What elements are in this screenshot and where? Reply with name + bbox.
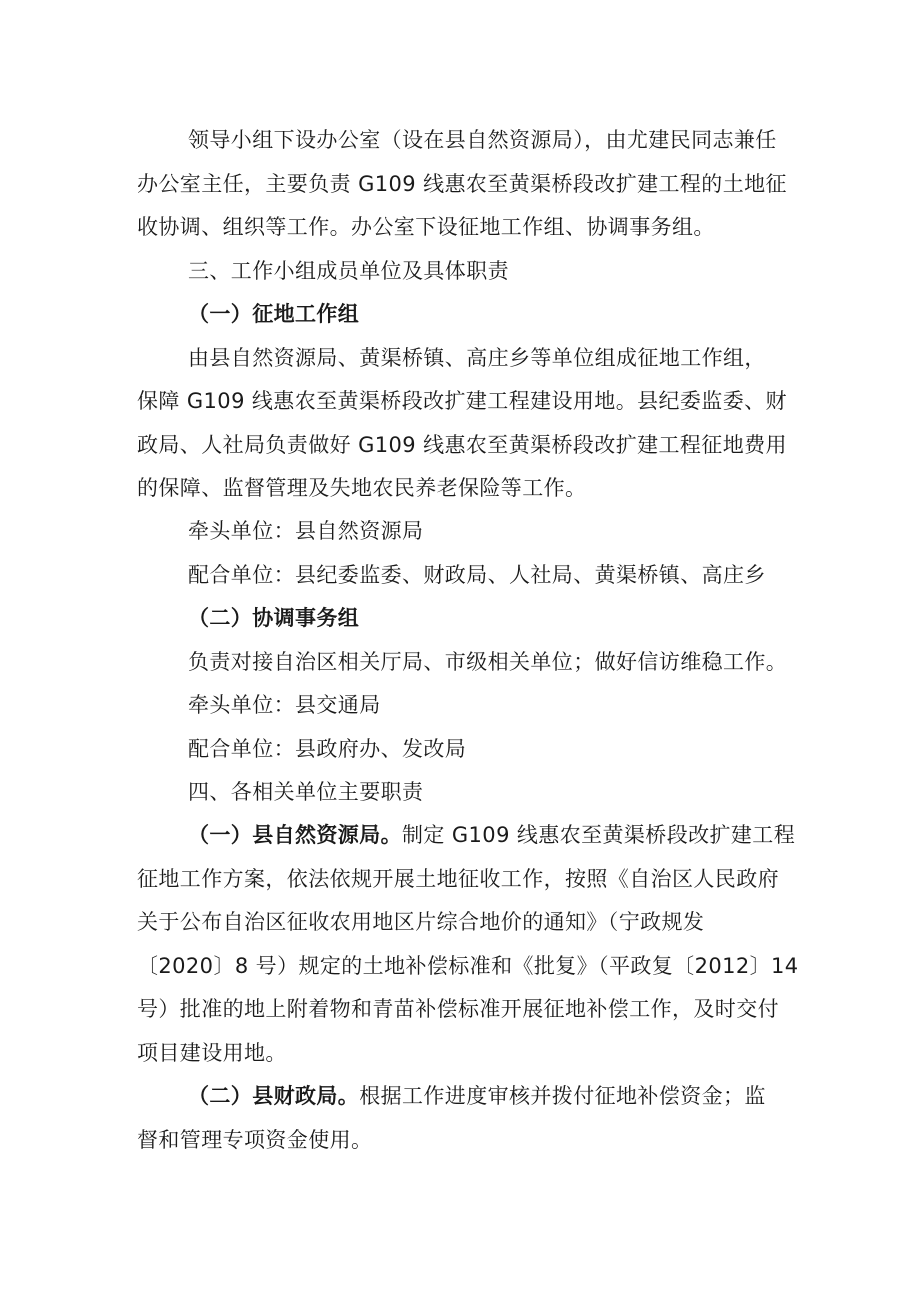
sub1-line-2: 保障 G109 线惠农至黄渠桥段改扩建工程建设用地。县纪委监委、财 xyxy=(137,389,787,413)
sub1-line-4: 的保障、监督管理及失地农民养老保险等工作。 xyxy=(137,476,587,500)
duty2-line-2: 督和管理专项资金使用。 xyxy=(137,1128,373,1152)
sub2-heading: （二）协调事务组 xyxy=(188,606,360,630)
sub1-lead-unit: 牵头单位：县自然资源局 xyxy=(188,519,424,543)
sub2-coop-units: 配合单位：县政府办、发改局 xyxy=(188,737,467,761)
duty1-line-3: 关于公布自治区征收农用地区片综合地价的通知》（宁政规发 xyxy=(137,910,705,934)
duty1-line-4: 〔2020〕8 号）规定的土地补偿标准和《批复》（平政复〔2012〕14 xyxy=(137,954,799,978)
duty1-line-1 xyxy=(188,820,795,850)
duty1-text: 制定 G109 线惠农至黄渠桥段改扩建工程 xyxy=(402,823,796,847)
duty1-line-5: 号）批准的地上附着物和青苗补偿标准开展征地补偿工作，及时交付 xyxy=(137,997,779,1021)
section3-heading: 三、工作小组成员单位及具体职责 xyxy=(188,259,509,283)
duty2-line-1 xyxy=(188,1081,766,1111)
para1-line-3: 收协调、组织等工作。办公室下设征地工作组、协调事务组。 xyxy=(137,215,715,239)
section4-heading: 四、各相关单位主要职责 xyxy=(188,780,424,804)
sub1-heading: （一）征地工作组 xyxy=(188,302,360,326)
sub2-line-1: 负责对接自治区相关厅局、市级相关单位；做好信访维稳工作。 xyxy=(188,650,788,674)
sub1-line-3: 政局、人社局负责做好 G109 线惠农至黄渠桥段改扩建工程征地费用 xyxy=(137,433,787,457)
duty2-label: （二）县财政局。 xyxy=(188,1084,360,1108)
para1-line-1: 领导小组下设办公室（设在县自然资源局），由尤建民同志兼任 xyxy=(188,128,777,152)
sub2-lead-unit: 牵头单位：县交通局 xyxy=(188,693,381,717)
duty1-line-2: 征地工作方案，依法依规开展土地征收工作，按照《自治区人民政府 xyxy=(137,867,779,891)
sub1-coop-units: 配合单位：县纪委监委、财政局、人社局、黄渠桥镇、高庄乡 xyxy=(188,563,766,587)
sub1-line-1: 由县自然资源局、黄渠桥镇、高庄乡等单位组成征地工作组， xyxy=(188,346,766,370)
duty2-text: 根据工作进度审核并拨付征地补偿资金；监 xyxy=(359,1084,766,1108)
para1-line-2: 办公室主任，主要负责 G109 线惠农至黄渠桥段改扩建工程的土地征 xyxy=(137,172,787,196)
duty1-line-6: 项目建设用地。 xyxy=(137,1041,287,1065)
duty1-label: （一）县自然资源局。 xyxy=(188,823,402,847)
